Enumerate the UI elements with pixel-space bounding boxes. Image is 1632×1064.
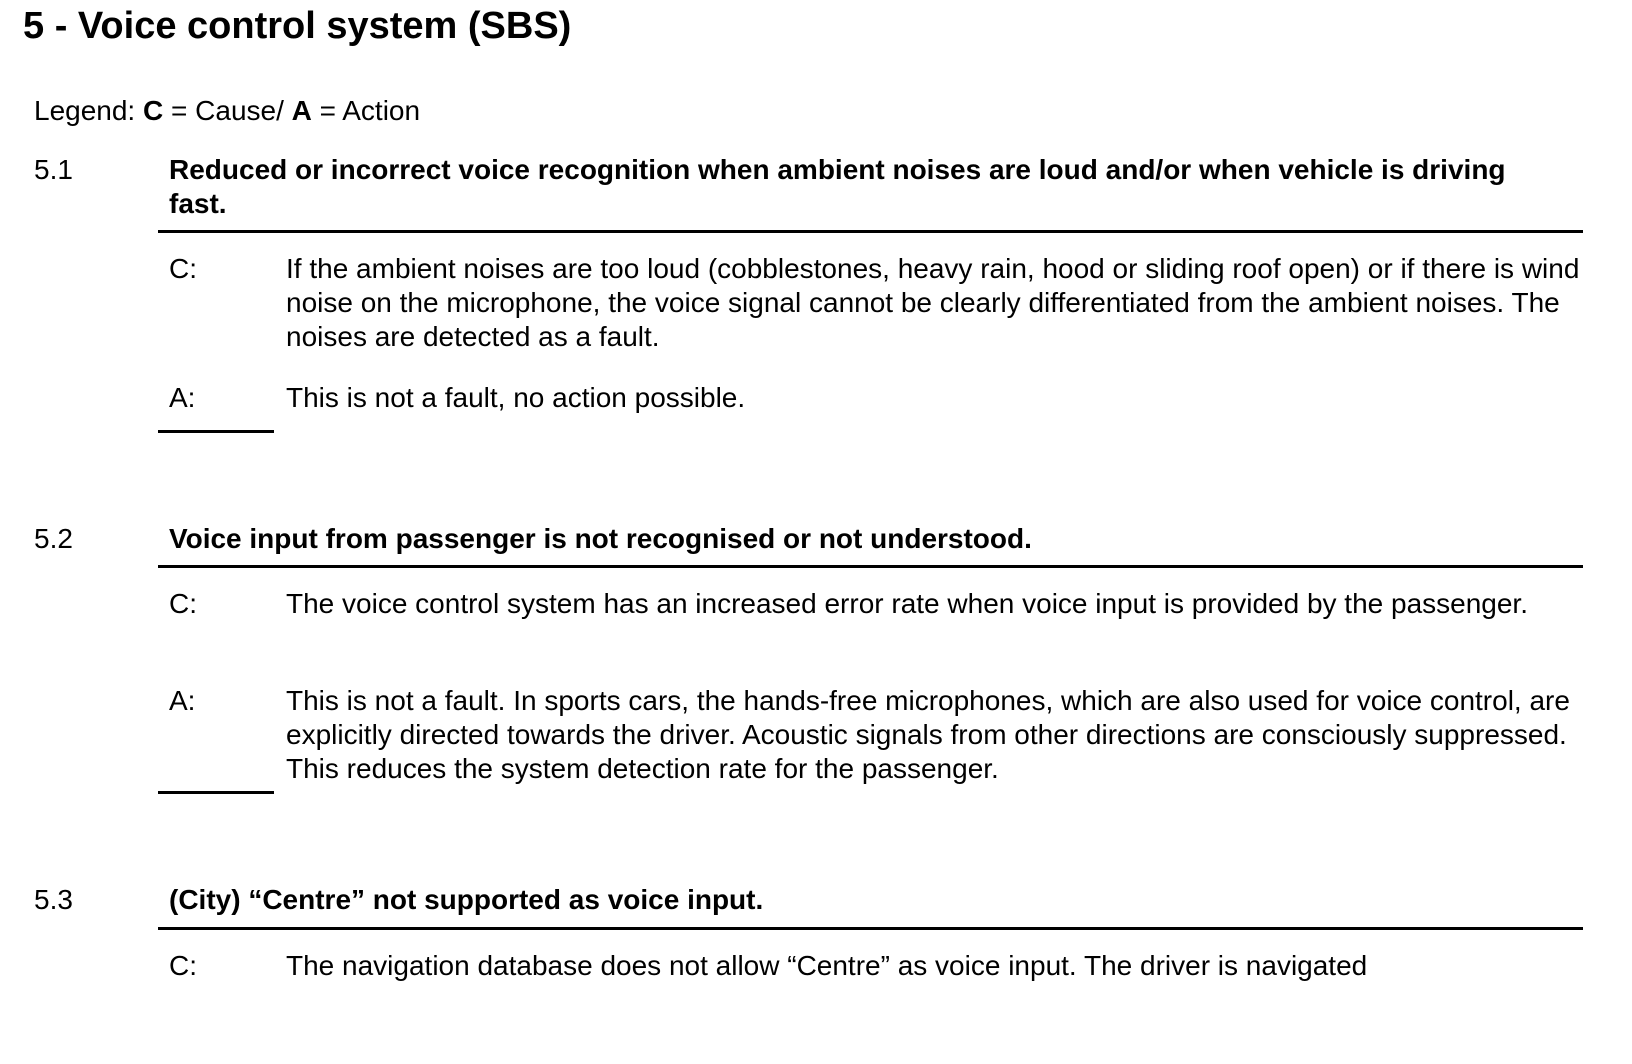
section-number: 5.1 bbox=[34, 154, 73, 185]
legend-cause-text: = Cause/ bbox=[163, 95, 292, 126]
action-text: This is not a fault. In sports cars, the hands-free microphones, which are also used for voice control, are explicitly directed towards the driver. Acoustic signals from other directions are consciously suppressed. This reduces the system detection rate for the passenger. bbox=[286, 685, 1570, 784]
entry-end-divider bbox=[158, 791, 274, 794]
cause-text: The voice control system has an increased error rate when voice input is provided by the passenger. bbox=[286, 588, 1528, 619]
legend-action-text: = Action bbox=[311, 95, 421, 126]
page-title: 5 - Voice control system (SBS) bbox=[23, 5, 572, 47]
section-divider bbox=[158, 230, 1583, 233]
action-text: This is not a fault, no action possible. bbox=[286, 382, 746, 413]
legend-action-key: A bbox=[291, 95, 312, 126]
cause-label: C: bbox=[169, 950, 197, 981]
legend-cause-key: C bbox=[143, 95, 164, 126]
cause-label: C: bbox=[169, 588, 197, 619]
section-title: Voice input from passenger is not recognised or not understood. bbox=[169, 523, 1032, 554]
cause-text: The navigation database does not allow “Centre” as voice input. The driver is navigated bbox=[286, 950, 1368, 981]
legend bbox=[34, 94, 420, 128]
section-title: (City) “Centre” not supported as voice input. bbox=[169, 884, 764, 915]
legend-prefix: Legend: bbox=[34, 95, 143, 126]
section-number: 5.2 bbox=[34, 523, 73, 554]
entry-end-divider bbox=[158, 430, 274, 433]
section-divider bbox=[158, 565, 1583, 568]
action-label: A: bbox=[169, 685, 196, 716]
section-title: Reduced or incorrect voice recognition when ambient noises are loud and/or when vehicle is driving fast. bbox=[169, 154, 1506, 219]
section-number: 5.3 bbox=[34, 884, 73, 915]
section-divider bbox=[158, 927, 1583, 930]
action-label: A: bbox=[169, 382, 196, 413]
cause-label: C: bbox=[169, 253, 197, 284]
cause-text: If the ambient noises are too loud (cobblestones, heavy rain, hood or sliding roof open) or if there is wind noise on the microphone, the voice signal cannot be clearly differentiated from the ambient noises. The noises are detected as a fault. bbox=[286, 253, 1580, 352]
